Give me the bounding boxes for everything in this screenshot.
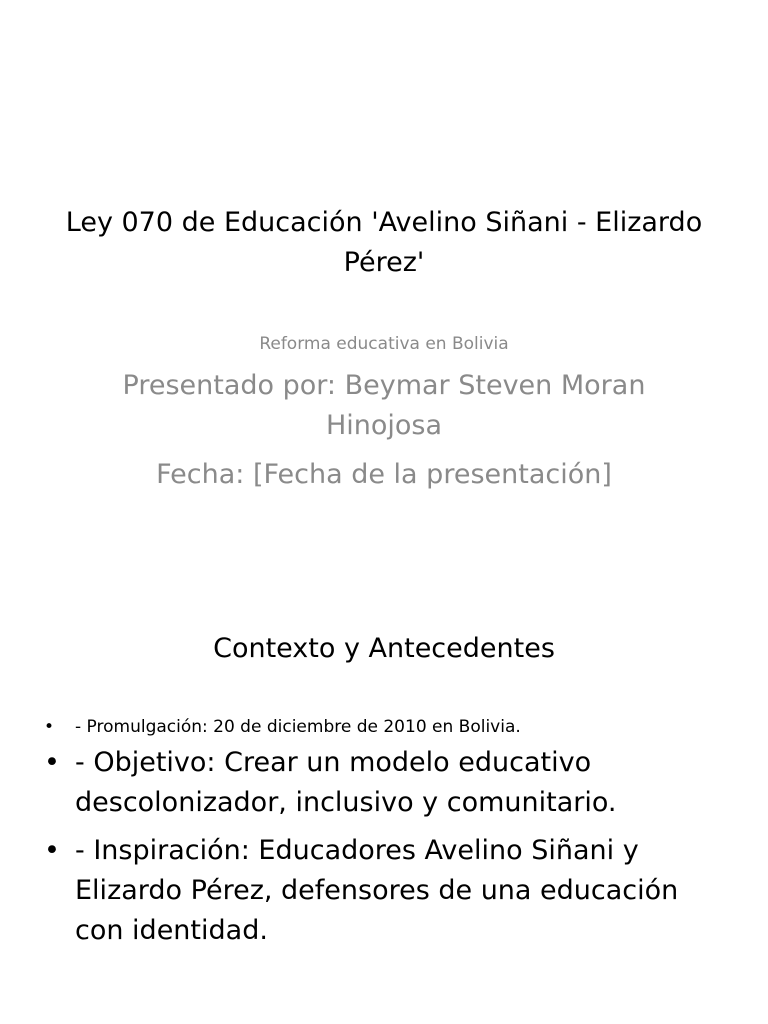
bullet-item	[0, 831, 768, 951]
slide-title: Contexto y Antecedentes	[213, 633, 555, 664]
context-slide	[0, 576, 768, 1024]
bullet-dot-icon: •	[44, 835, 60, 866]
bullet-dot-icon: •	[44, 747, 60, 778]
slide-title: Ley 070 de Educación 'Avelino Siñani - Elizardo Pérez'	[65, 207, 703, 278]
bullet-text: - Inspiración: Educadores Avelino Siñani y Elizardo Pérez, defensores de una educación con identidad.	[75, 835, 679, 946]
bullet-list	[0, 712, 768, 959]
bullet-item	[0, 743, 768, 823]
bullet-text: - Objetivo: Crear un modelo educativo descolonizador, inclusivo y comunitario.	[75, 747, 617, 818]
presenter-text: Presentado por: Beymar Steven Moran Hinojosa	[122, 370, 646, 441]
date-text: Fecha: [Fecha de la presentación]	[156, 459, 612, 490]
bullet-item	[0, 712, 768, 742]
bullet-dot-icon: •	[44, 717, 55, 737]
bullet-text: - Promulgación: 20 de diciembre de 2010 en Bolivia.	[75, 717, 521, 737]
slide-subtitle: Reforma educativa en Bolivia	[259, 334, 509, 354]
